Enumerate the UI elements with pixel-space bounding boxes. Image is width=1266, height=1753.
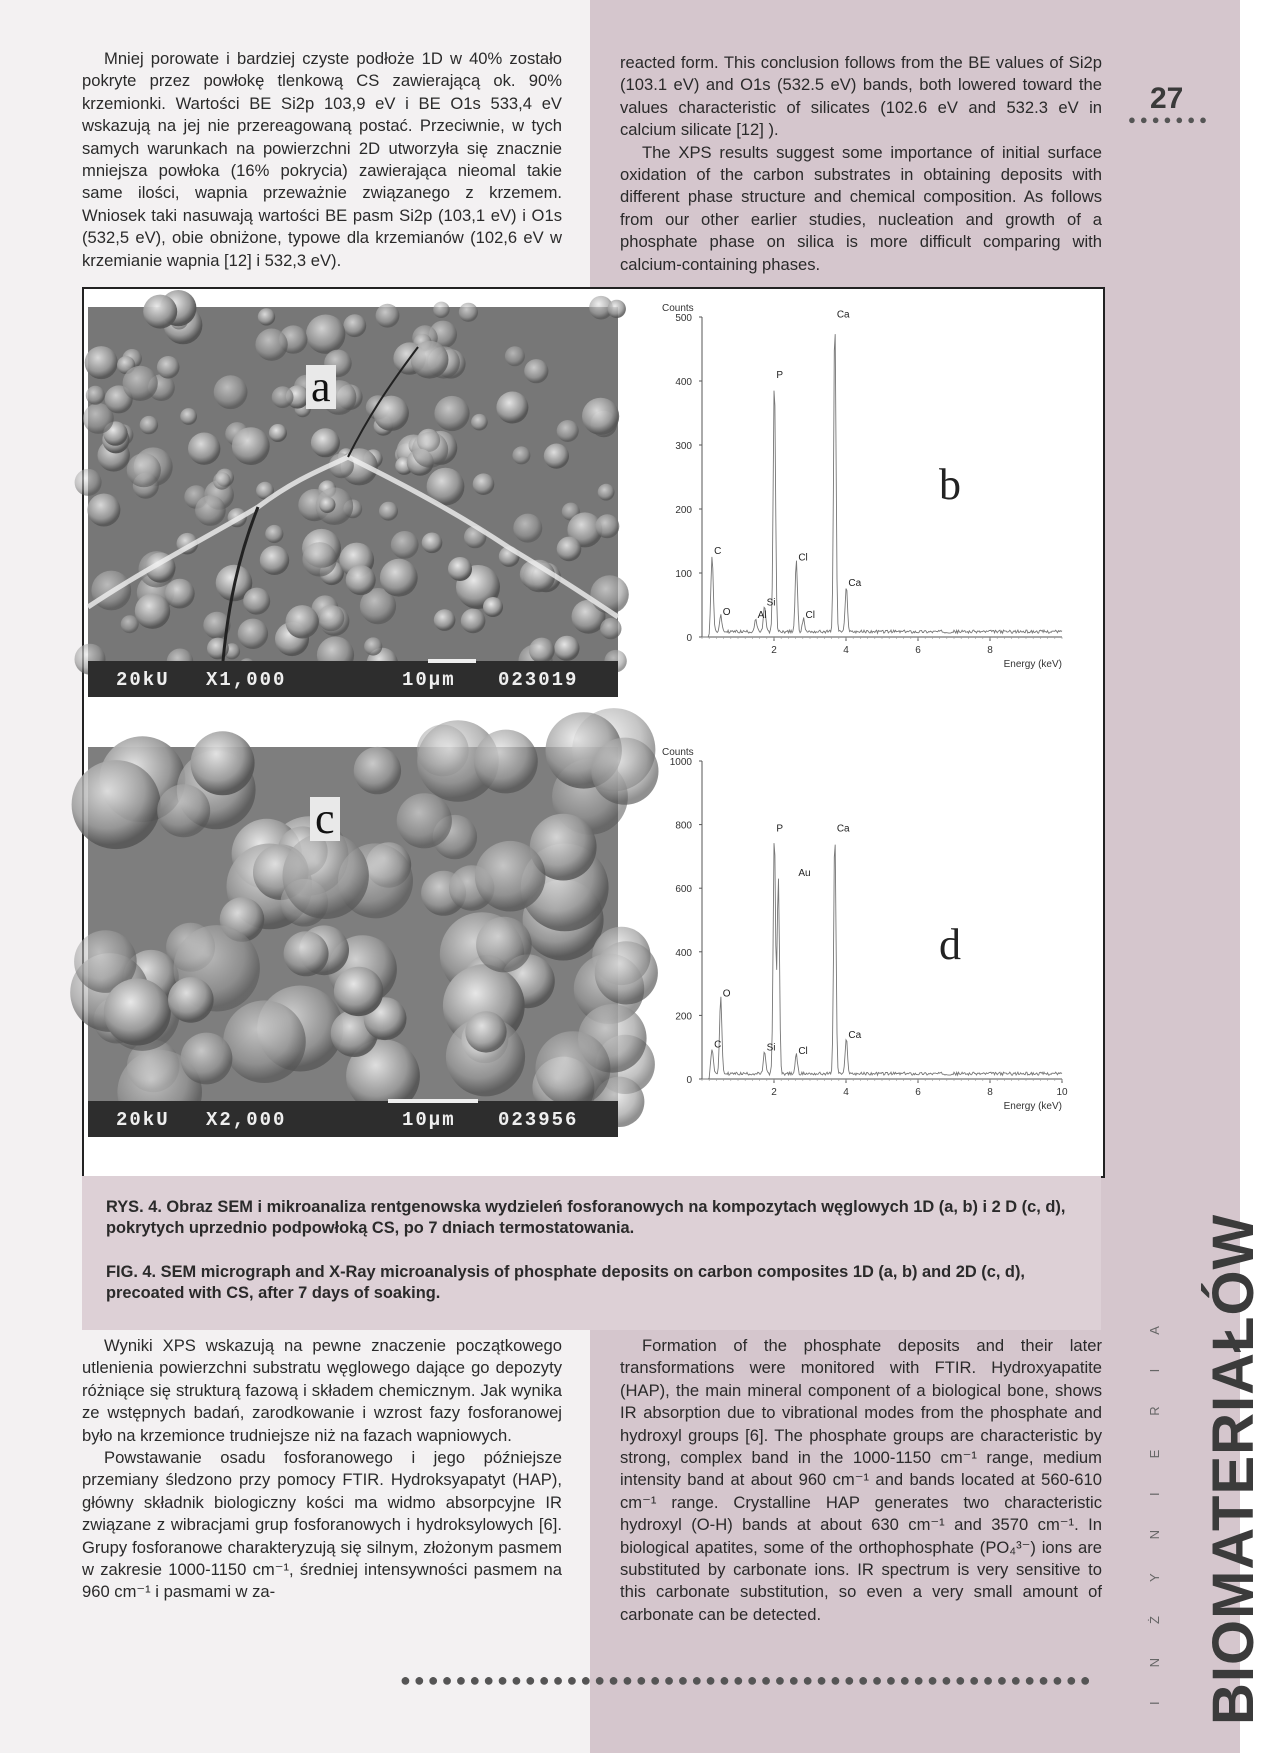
peak-label: C: [714, 546, 722, 558]
y-axis-label: Counts: [662, 303, 694, 314]
sem-grain: [195, 495, 226, 526]
paragraph: reacted form. This conclusion follows from the BE values of Si2p (103.1 eV) and O1s (532.5 eV) bands, both lowered toward the values characteristic of silicates (102.6 eV and 532.3 eV in calcium silicate [12] ).: [620, 53, 1102, 140]
sem-grain: [475, 841, 546, 912]
sem-grain: [343, 314, 366, 337]
sem-grain: [181, 1033, 233, 1085]
sem-grain: [524, 359, 548, 383]
sem-grain: [465, 1011, 506, 1052]
sem-grain: [459, 303, 478, 322]
page-number: 27: [1150, 82, 1184, 115]
sem-grain: [391, 531, 419, 559]
panel-label-b: b: [939, 460, 961, 509]
bottom-dot-row: ●●●●●●●●●●●●●●●●●●●●●●●●●●●●●●●●●●●●●●●●●●●●●●●●●●: [400, 1670, 1094, 1690]
sem-grain: [473, 473, 495, 495]
sem-grain: [232, 427, 270, 465]
polish-text-top: [82, 48, 562, 272]
peak-label: O: [722, 988, 731, 1000]
sem-grain: [127, 453, 161, 487]
peak-label: Ca: [848, 1030, 862, 1042]
sem-scale-label: 10µm: [402, 1109, 456, 1131]
sem-grain: [140, 416, 158, 434]
sem-grain: [505, 346, 525, 366]
x-tick-label: 8: [987, 645, 993, 656]
caption-english: FIG. 4. SEM micrograph and X-Ray microanalysis of phosphate deposits on carbon composites 1D (a, b) and 2D (c, d), precoated with CS, after 7 days of soaking.: [106, 1263, 1025, 1302]
sem-grain: [121, 615, 139, 633]
sem-grain: [157, 784, 210, 837]
sem-grain: [535, 1031, 610, 1106]
journal-title-vertical: BIOMATERIAŁÓW: [1201, 1213, 1266, 1725]
sem-grain: [318, 605, 345, 632]
sem-voltage: 20kU: [116, 1109, 170, 1131]
sem-info-bar-a: [88, 661, 618, 697]
x-tick-label: 6: [915, 1087, 921, 1098]
peak-label: Cl: [805, 610, 815, 622]
sem-grain: [346, 565, 376, 595]
sem-grain: [272, 386, 294, 408]
spectrum-line: [702, 843, 1062, 1079]
sem-grain: [260, 546, 289, 575]
paragraph: The XPS results suggest some importance of initial surface oxidation of the carbon substrates in obtaining deposits with different phase structure and chemical composition. As follows from our other earlier studies, nucleation and growth of a phosphate phase on silica is more difficult comparing with calcium-containing phases.: [620, 142, 1102, 274]
sem-image-id: 023956: [498, 1109, 579, 1131]
x-tick-label: 2: [771, 1087, 777, 1098]
figure-caption: [82, 1176, 1101, 1330]
sem-grain: [412, 432, 448, 468]
scale-bar: [388, 1099, 478, 1103]
sem-scale-label: 10µm: [402, 669, 456, 691]
sem-grain: [311, 428, 340, 457]
sem-magnification: X2,000: [206, 1109, 287, 1131]
journal-subtitle-vertical: INŻYNIERIA: [1147, 1292, 1162, 1705]
y-tick-label: 500: [675, 313, 692, 324]
sem-grain: [135, 594, 170, 629]
x-axis-label: Energy (keV): [1003, 1101, 1062, 1112]
peak-label: Cl: [798, 552, 808, 564]
sem-grain: [306, 315, 345, 354]
peak-label: C: [714, 1039, 722, 1051]
sem-grain: [513, 514, 542, 543]
sem-grain: [411, 341, 449, 379]
x-axis-label: Energy (keV): [1003, 659, 1062, 670]
sem-grain: [269, 424, 287, 442]
sem-grain: [143, 295, 177, 329]
sem-grain: [168, 977, 214, 1023]
y-tick-label: 0: [686, 1075, 692, 1086]
sem-grain: [286, 605, 319, 638]
peak-label: P: [776, 823, 784, 835]
panel-label-a: a: [306, 365, 336, 409]
english-text-bottom: [620, 1335, 1102, 1626]
sem-grain: [595, 514, 619, 538]
sem-grain: [471, 414, 488, 431]
sem-grain: [86, 386, 105, 405]
sem-grain: [512, 446, 530, 464]
sem-voltage: 20kU: [116, 669, 170, 691]
sem-info-bar-c: [88, 1101, 618, 1137]
sem-grain: [496, 392, 528, 424]
sem-micrograph-a: [88, 307, 618, 697]
x-tick-label: 10: [1056, 1087, 1068, 1098]
peak-label: Au: [798, 867, 811, 879]
sem-grain: [191, 731, 255, 795]
sem-grain: [379, 502, 398, 521]
sem-grain: [283, 833, 369, 919]
paragraph: Wyniki XPS wskazują na pewne znaczenie początkowego utlenienia powierzchni substratu węglowego dające go depozyty różniące się strukturą fazową i składem chemicznym. Jak wynika ze wstępnych badań, zarodkowanie i wzrost fazy fosforanowej było na krzemionce trudniejsze niż na fazach wapniowych.: [82, 1336, 562, 1445]
y-tick-label: 200: [675, 1011, 692, 1023]
sem-grain: [600, 618, 621, 639]
sem-grain: [433, 302, 449, 318]
sem-grain: [422, 533, 443, 554]
sem-grain: [434, 396, 469, 431]
sem-texture-c: [88, 747, 618, 1137]
sem-grain: [265, 525, 283, 543]
sem-grain: [434, 609, 456, 631]
sem-grain: [302, 542, 336, 576]
sem-grain: [188, 433, 220, 465]
sem-grain: [72, 760, 161, 849]
peak-label: O: [722, 607, 731, 618]
sem-grain: [75, 469, 102, 496]
y-tick-label: 200: [675, 505, 692, 516]
peak-label: Ca: [848, 578, 862, 590]
x-tick-label: 4: [843, 645, 849, 656]
paragraph: Formation of the phosphate deposits and their later transformations were monitored with FTIR. Hydroxyapatite (HAP), the main mineral component of a biological bone, shows IR absorption due to vibrational modes from the phosphate and hydroxyl groups [6]. The phosphate groups are characteristic by strong, complex band in the 1000-1150 cm⁻¹ range, medium intensity band at about 960 cm⁻¹ and bands located at 560-610 cm⁻¹ range. Crystalline HAP generates two characteristic hydroxyl (O-H) bands at about 630 cm⁻¹ and 3570 cm⁻¹. In biological apatites, some of the orthophosphate (PO₄³⁻) ions are substituted by carbonate ions. IR spectrum is very sensitive to this carbonate substitution, so even a very small amount of carbonate can be detected.: [620, 1336, 1102, 1624]
sem-grain: [334, 967, 383, 1016]
sem-grain: [85, 346, 118, 379]
panel-label-d: d: [939, 920, 961, 969]
paragraph: Mniej porowate i bardziej czyste podłoże 1D w 40% zostało pokryte przez powłokę tlenkową CS zawierającą ok. 90% krzemionki. Wartości BE Si2p 103,9 eV i BE O1s 533,4 eV wskazują na jej nie przereagowaną postać. Przeciwnie, w tych samych warunkach na powierzchni 2D utworzyła się znacznie mniejsza powłoka (16% pokrycia) zawierająca nieomal takie same ilości, wapnia przeważnie związanego z krzemem. Wniosek taki nasuwają wartości BE pasm Si2p (103,1 eV) i O1s (532,5 eV), obie obniżone, typowe dla krzemianów (102,6 eV w krzemianie wapnia [12] i 532,3 eV).: [82, 49, 562, 270]
page-number-dots: ●●●●●●●: [1128, 112, 1211, 127]
sem-grain: [397, 793, 452, 848]
sem-grain: [476, 917, 532, 973]
y-tick-label: 800: [675, 820, 692, 832]
panel-label-c: c: [310, 797, 340, 841]
sem-grain: [255, 329, 287, 361]
sem-grain: [554, 636, 579, 661]
sem-grain: [258, 308, 275, 325]
peak-label: Ca: [836, 823, 850, 835]
x-tick-label: 6: [915, 645, 921, 656]
sem-grain: [319, 497, 335, 513]
sem-grain: [243, 588, 270, 615]
y-tick-label: 400: [675, 947, 692, 959]
eds-spectrum-b: [624, 289, 1094, 729]
caption-polish: RYS. 4. Obraz SEM i mikroanaliza rentgenowska wydzieleń fosforanowych na kompozytach węglowych 1D (a, b) i 2 D (c, d), pokrytych uprzednio podpowłoką CS, po 7 dniach termostatowania.: [106, 1198, 1066, 1237]
y-tick-label: 600: [675, 884, 692, 896]
sem-grain: [529, 638, 555, 664]
paragraph: Powstawanie osadu fosforanowego i jego późniejsze przemiany śledzono przy pomocy FTIR. Hydroksyapatyt (HAP), główny składnik biologiczny kości ma widmo absorpcyjne IR związane z wibracjami grup fosforanowych i hydroksylowych [6]. Grupy fosforanowe charakteryzują się silnym, złożonym pasmem w zakresie 1000-1150 cm⁻¹, średniej intensywności pasmem na 960 cm⁻¹ i pasmami w za-: [82, 1448, 562, 1602]
sem-magnification: X1,000: [206, 669, 287, 691]
sem-grain: [87, 494, 120, 527]
peak-label: P: [776, 370, 784, 382]
y-axis-label: Counts: [662, 747, 694, 758]
eds-spectrum-d: [624, 729, 1094, 1174]
sem-grain: [104, 979, 171, 1046]
sem-grain: [238, 619, 268, 649]
sem-grain: [180, 408, 197, 425]
sem-image-id: 023019: [498, 669, 579, 691]
spectrum-line: [702, 334, 1062, 637]
sem-grain: [474, 730, 538, 794]
polish-text-bottom: [82, 1335, 562, 1604]
y-tick-label: 300: [675, 441, 692, 452]
y-tick-label: 1000: [669, 757, 692, 768]
sem-micrograph-c: [88, 747, 618, 1137]
sem-grain: [364, 637, 382, 655]
peak-label: Si: [766, 1042, 776, 1054]
sem-grain: [557, 537, 582, 562]
sem-grain: [557, 420, 579, 442]
sem-grain: [213, 472, 231, 490]
sem-grain: [544, 444, 569, 469]
sem-grain: [582, 398, 619, 435]
sem-texture-a: [88, 307, 618, 697]
sem-grain: [461, 609, 486, 634]
peak-label: Al: [757, 610, 767, 622]
sem-grain: [598, 484, 615, 501]
sem-grain: [380, 559, 418, 597]
sem-grain: [376, 304, 400, 328]
sem-grain: [157, 356, 180, 379]
sem-grain: [214, 375, 248, 409]
figure-4: [82, 287, 1105, 1178]
x-tick-label: 4: [843, 1087, 849, 1098]
sem-grain: [123, 366, 158, 401]
peak-label: Cl: [798, 1045, 808, 1057]
peak-label: Ca: [836, 309, 850, 321]
y-tick-label: 0: [686, 633, 692, 644]
sem-grain: [354, 747, 401, 794]
english-text-top: [620, 52, 1102, 276]
x-tick-label: 8: [987, 1087, 993, 1098]
sem-grain: [223, 1000, 306, 1083]
y-tick-label: 400: [675, 377, 692, 388]
sem-grain: [284, 931, 329, 976]
y-tick-label: 100: [675, 569, 692, 580]
x-tick-label: 2: [771, 645, 777, 656]
peak-label: Si: [766, 597, 776, 609]
sem-grain: [165, 579, 195, 609]
scale-bar: [428, 659, 476, 663]
